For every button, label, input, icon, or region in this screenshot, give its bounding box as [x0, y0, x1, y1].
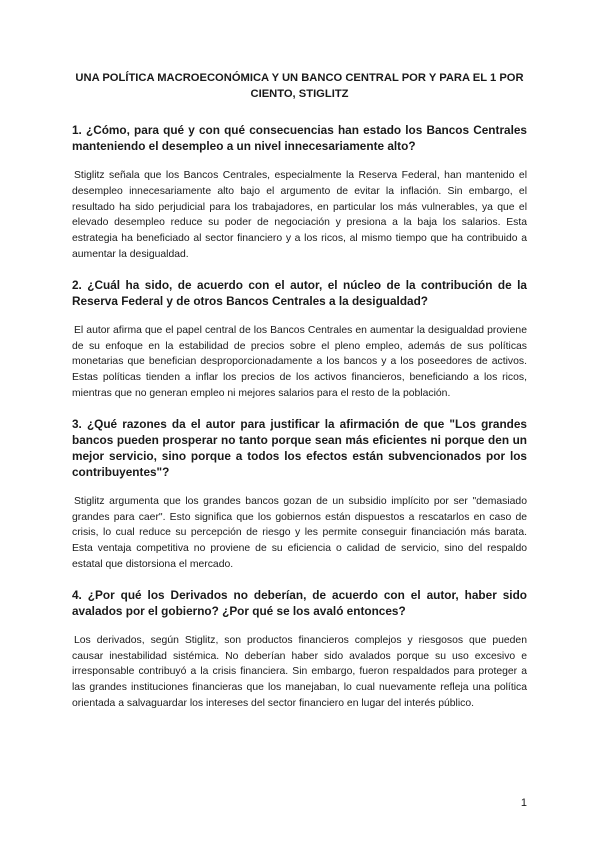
document-title: UNA POLÍTICA MACROECONÓMICA Y UN BANCO CENTRAL POR Y PARA EL 1 POR CIENTO, STIGLITZ: [75, 72, 524, 100]
answer-3: Stiglitz argumenta que los grandes bancos gozan de un subsidio implícito por ser "demasiado grandes para caer". Esto significa que los gobiernos están dispuestos a rescatarlos en caso de crisis, lo cual reduce su percepción de riesgo y les permite conseguir financiación más barata. Esta ventaja competitiva no proviene de su eficiencia o calidad de servicio, sino del respaldo estatal que distorsiona el mercado.: [72, 495, 527, 570]
question-2: 2. ¿Cuál ha sido, de acuerdo con el autor, el núcleo de la contribución de la Reserva Federal y de otros Bancos Centrales a la desigualdad?: [72, 277, 527, 308]
document-page: [72, 70, 527, 726]
page-number: 1: [520, 797, 527, 809]
answer-2: El autor afirma que el papel central de los Bancos Centrales en aumentar la desigualdad proviene de su enfoque en la estabilidad de precios sobre el pleno empleo, además de sus políticas monetarias que benefician desproporcionadamente a los bancos y a los poseedores de activos. Estas políticas tienden a inflar los precios de los activos financieros, beneficiando a los ricos, mientras que no generan empleo ni mejores salarios para el resto de la población.: [72, 324, 527, 399]
section-4: [72, 587, 527, 712]
answer-1: Stiglitz señala que los Bancos Centrales, especialmente la Reserva Federal, han mantenido el desempleo innecesariamente alto bajo el argumento de evitar la inflación. Sin embargo, el resultado ha sido perjudicial para los trabajadores, en particular los más vulnerables, ya que el elevado desempleo reduce su poder de negociación y presiona a la baja los salarios. Esta estrategia ha beneficiado al sector financiero y a los ricos, al mismo tiempo que ha contribuido a aumentar la desigualdad.: [72, 170, 527, 260]
answer-4: Los derivados, según Stiglitz, son productos financieros complejos y riesgosos que pueden causar inestabilidad sistémica. No deberían haber sido avalados porque su uso excesivo e irresponsable contribuyó a la crisis financiera. Sin embargo, fueron respaldados para proteger a las grandes instituciones financieras que los manejaban, lo cual nuevamente refleja una política orientada a salvaguardar los intereses del sector financiero en lugar del interés público.: [72, 634, 527, 709]
section-2: [72, 277, 527, 402]
section-1: [72, 122, 527, 263]
question-4: 4. ¿Por qué los Derivados no deberían, de acuerdo con el autor, haber sido avalados por el gobierno? ¿Por qué se los avaló entonces?: [72, 587, 527, 618]
section-3: [72, 416, 527, 573]
question-3: 3. ¿Qué razones da el autor para justificar la afirmación de que "Los grandes bancos pueden prosperar no tanto porque sean más eficientes ni porque den un mejor servicio, sino porque a todos los efectos están subvencionados por los contribuyentes"?: [72, 416, 527, 479]
question-1: 1. ¿Cómo, para qué y con qué consecuencias han estado los Bancos Centrales manteniendo el desempleo a un nivel innecesariamente alto?: [72, 123, 527, 153]
